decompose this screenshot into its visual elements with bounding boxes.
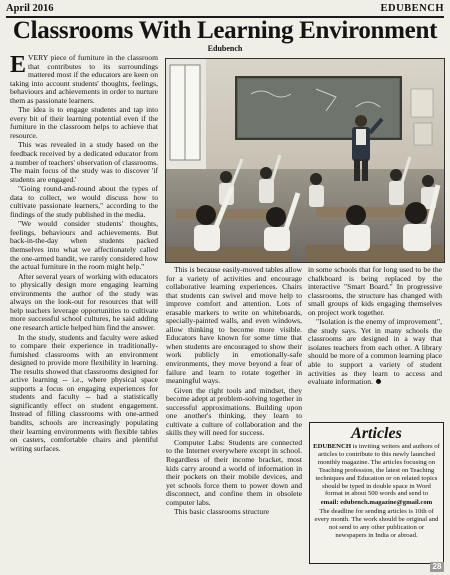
callout-invite: EDUBENCH is inviting writers and authors of articles to contribute to this newly launched monthly magazine. The articles focusing on Teaching profession, the latest on Teaching techniques and Education or on related topics should be typed in double space in Word format in about 500 words and send to — [313, 443, 440, 498]
callout-title: Articles — [351, 425, 402, 442]
paragraph: This is because easily-moved tables allow for a variety of activities and encourage collaborative learning experiences. Chairs that students can swivel and move help to improve comfort and attention. Lots of erasable markers to write on whiteboards, specially-painted walls, and even windows, allow thinking to become more visible. Educators have known for some time that when students are encouraged to show their work publicly in emotionally-safe environments, they move beyond a fear of failure and learn to rotate together in meaningful ways. — [166, 266, 302, 386]
callout-email[interactable]: email: edubench.magazine@gmail.com — [320, 499, 433, 507]
drop-cap: E — [10, 54, 27, 78]
callout-body — [310, 443, 443, 540]
publication-name: EDUBENCH — [380, 3, 444, 14]
issue-date: April 2016 — [6, 3, 54, 14]
paragraph: This basic classrooms structure — [174, 507, 270, 517]
article-column-1 — [10, 54, 158, 569]
classroom-photo — [165, 58, 445, 263]
paragraph: in some schools that for long used to be the chalkboard is being replaced by the interactive "Smart Board." In progressive classrooms, the structure has changed with small groups of kids engaging themselves on project work together. — [308, 266, 442, 317]
paragraph: Computer Labs: Students are connected to the Internet everywhere except in school. Regardless of their income bracket, most kids carry around a world of information in their pockets on their mobile devices, and yet schools force them to power down and disconnect, and confine them in obsolete computer labs. — [166, 437, 302, 507]
paragraph: This was revealed in a study based on the feedback received by a dedicated educator from a number of teachers' observation of classrooms. The main focus of the study was to discover 'if students are engaged.' — [10, 140, 158, 184]
paragraph: EVERY piece of furniture in the classroom that contributes to its surroundings mattered most if the educators are keen on taking into account students' thoughts, feelings, behaviours and achievements in order to nurture them as passionate learners. — [10, 54, 158, 105]
paragraph: "Isolation is the enemy of improvement", the study says. Yet in many schools the classrooms are designed in a way that isolates teachers from each other. A library should be more of a common learning place able to support a variety of student activities as they learn to access and evaluate information. — [308, 317, 442, 387]
article-column-2 — [166, 266, 302, 568]
paragraph: In the study, students and faculty were asked to compare their experience in traditionally-furnished classrooms with an environment designed to provide more flexibility in learning. The results showed that classrooms designed for active learning -- i.e., where physical space supports a focus on engaging experiences for students and faculty -- had a statistically significantly effect on student engagement. Instead of filling classrooms with one-armed bandits, schools are increasingly populating their learning environments with flexible tables on casters, comfortable chairs and plentiful writing surfaces. — [10, 332, 158, 453]
paragraph: "We would consider students' thoughts, feelings, behaviours and achievements. But back-in-the-day when students packed themselves into what we affectionately called the one-armed bandit, we rarely considered how the actual furniture in the room might help." — [10, 219, 158, 272]
article-byline: Edubench — [207, 44, 243, 53]
paragraph: The idea is to engage students and tap into every bit of their learning potential even if the furniture in the classroom helps to achieve that resource. — [10, 105, 158, 140]
article-column-3 — [308, 266, 442, 418]
articles-callout-box — [309, 422, 444, 564]
paragraph: "Going round-and-round about the types of data to collect, we would discuss how to cultivate passionate learners," according to the findings of the study published in the media. — [10, 184, 158, 219]
page-header — [6, 2, 444, 16]
callout-deadline: The deadline for sending articles is 10th of every month. The work should be original and not send to any other publication or newspapers in India or abroad. — [314, 508, 439, 539]
page-number: 28 — [430, 562, 444, 572]
end-mark-icon — [376, 379, 381, 384]
paragraph: Given the right tools and mindset, they become adept at problem-solving together in successful approximations. Building upon one another's thinking, they learn to cultivate a culture of collaboration and the skills they will need for success. — [166, 385, 302, 438]
article-title: Classrooms With Learning Environment — [12, 17, 438, 44]
paragraph: After several years of working with educators to physically design more engaging learning environments the author of the study was always on the look-out for resources that will help teachers leverage opportunities to cultivate more successful school cultures, he said adding one research article helped him find the answer. — [10, 271, 158, 332]
